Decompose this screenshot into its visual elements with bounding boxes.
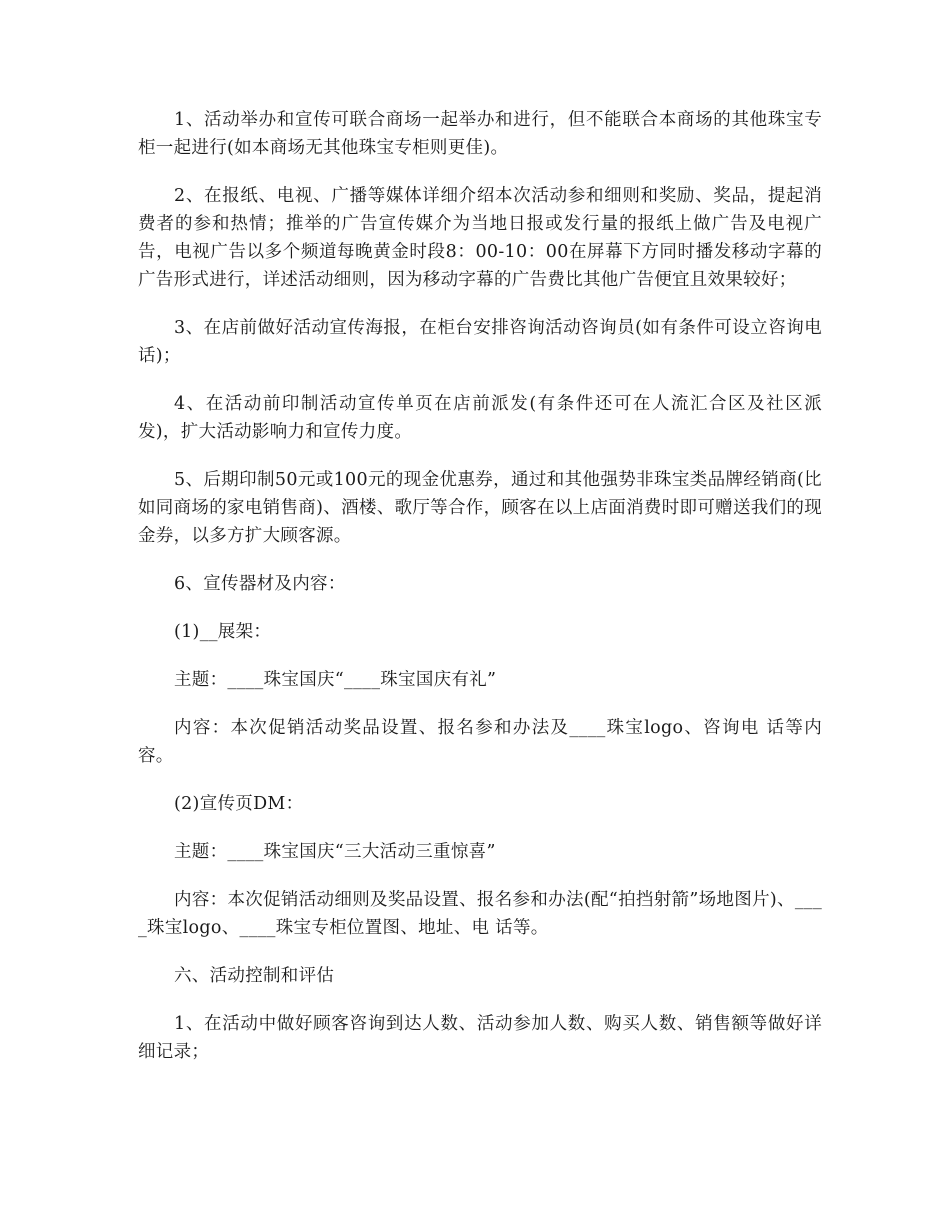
paragraph-dm-flyer: (2)宣传页DM： — [174, 794, 304, 814]
paragraph-dm-content: 内容：本次促销活动细则及奖品设置、报名参和办法(配“拍挡射箭”场地图片)、____珠宝logo、____珠宝专柜位置图、地址、电 话等。 — [138, 890, 822, 938]
paragraph-dm-theme: 主题：____珠宝国庆“三大活动三重惊喜” — [174, 842, 496, 862]
paragraph-media-ads: 2、在报纸、电视、广播等媒体详细介绍本次活动参和细则和奖励、奖品，提起消费者的参和热情；推举的广告宣传媒介为当地日报或发行量的报纸上做广告及电视广告，电视广告以多个频道每晚黄金时段8：00-10：00在屏幕下方同时播发移动字幕的广告形式进行，详述活动细则，因为移动字幕的广告费比其他广告便宜且效果较好； — [138, 186, 822, 290]
paragraph-coupons: 5、后期印制50元或100元的现金优惠券，通过和其他强势非珠宝类品牌经销商(比如同商场的家电销售商)、酒楼、歌厅等合作，顾客在以上店面消费时即可赠送我们的现金券，以多方扩大顾客源。 — [138, 470, 822, 546]
paragraph-store-poster: 3、在店前做好活动宣传海报，在柜台安排咨询活动咨询员(如有条件可设立咨询电 话)； — [138, 318, 822, 366]
paragraph-flyers: 4、在活动前印制活动宣传单页在店前派发(有条件还可在人流汇合区及社区派发)，扩大活动影响力和宣传力度。 — [138, 394, 822, 442]
paragraph-display-stand: (1)__展架： — [174, 622, 272, 642]
paragraph-stand-content: 内容：本次促销活动奖品设置、报名参和办法及____珠宝logo、咨询电 话等内容。 — [138, 718, 822, 766]
paragraph-stand-theme: 主题：____珠宝国庆“____珠宝国庆有礼” — [174, 670, 497, 690]
document-body — [138, 106, 822, 1086]
paragraph-joint-promotion: 1、活动举办和宣传可联合商场一起举办和进行，但不能联合本商场的其他珠宝专柜一起进行(如本商场无其他珠宝专柜则更佳)。 — [138, 110, 822, 158]
paragraph-records: 1、在活动中做好顾客咨询到达人数、活动参加人数、购买人数、销售额等做好详细记录； — [138, 1014, 822, 1062]
section-heading-control-evaluation: 六、活动控制和评估 — [174, 966, 335, 986]
paragraph-materials-heading: 6、宣传器材及内容： — [174, 574, 346, 594]
